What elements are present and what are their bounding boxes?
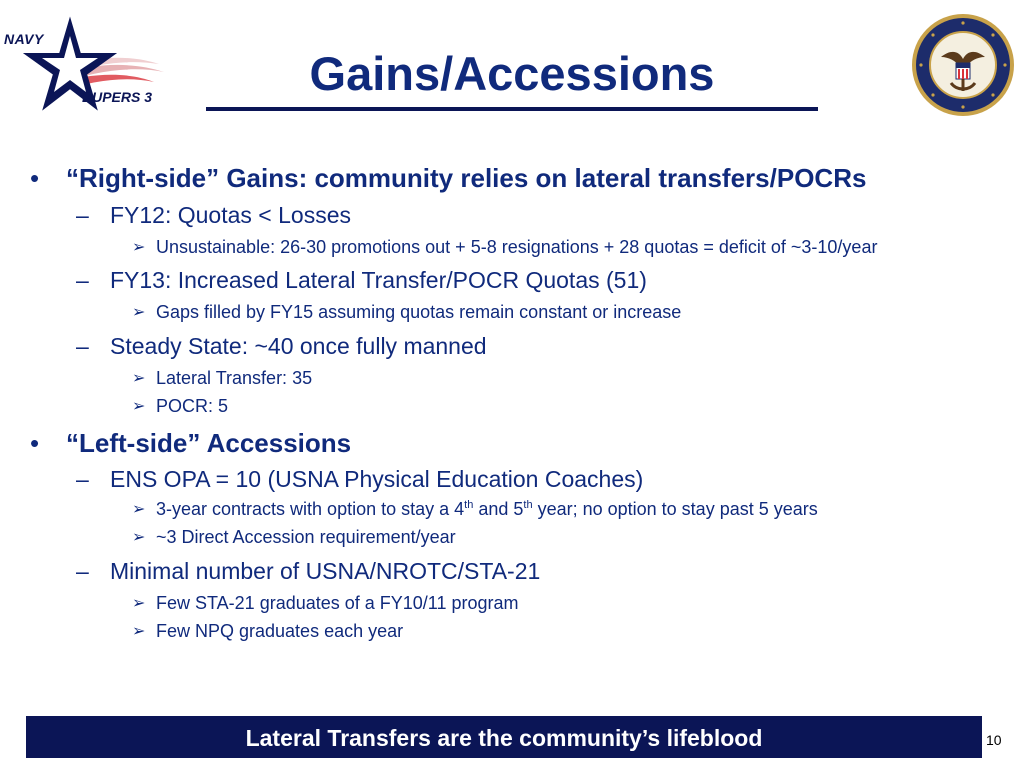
detail-gaps-filled bbox=[132, 302, 682, 323]
bullet-right-side-gains bbox=[30, 163, 867, 194]
bullet-left-side-accessions bbox=[30, 428, 352, 459]
subbullet-fy13 bbox=[76, 267, 647, 294]
subbullet-text: FY12: Quotas < Losses bbox=[110, 202, 351, 228]
bullet-text: “Right-side” Gains: community relies on lateral transfers/POCRs bbox=[66, 163, 867, 193]
arrow-bullet-icon: ➢ bbox=[132, 239, 146, 256]
detail-direct-accession bbox=[132, 527, 456, 548]
arrow-bullet-icon: ➢ bbox=[132, 370, 146, 387]
subbullet-text: Minimal number of USNA/NROTC/STA-21 bbox=[110, 558, 541, 584]
detail-text: Few NPQ graduates each year bbox=[156, 621, 404, 641]
dash-icon: – bbox=[76, 466, 89, 492]
arrow-bullet-icon: ➢ bbox=[132, 623, 146, 640]
detail-text: ~3 Direct Accession requirement/year bbox=[156, 527, 456, 547]
detail-text: Unsustainable: 26-30 promotions out + 5-8 resignations + 28 quotas = deficit of ~3-10/year bbox=[156, 237, 878, 257]
dash-icon: – bbox=[76, 333, 89, 359]
ordinal-suffix: th bbox=[464, 499, 474, 511]
detail-text-part: year; no option to stay past 5 years bbox=[532, 499, 818, 519]
detail-unsustainable bbox=[132, 237, 878, 258]
detail-lateral-transfer bbox=[132, 368, 313, 389]
arrow-bullet-icon: ➢ bbox=[132, 595, 146, 612]
detail-text-part: and 5 bbox=[473, 499, 524, 519]
bullet-dot-icon: • bbox=[30, 428, 40, 458]
detail-text: POCR: 5 bbox=[156, 396, 229, 416]
detail-text: Gaps filled by FY15 assuming quotas remain constant or increase bbox=[156, 302, 682, 322]
dash-icon: – bbox=[76, 202, 89, 228]
arrow-bullet-icon: ➢ bbox=[132, 529, 146, 546]
detail-sta21-graduates bbox=[132, 593, 519, 614]
page-number: 10 bbox=[986, 732, 1002, 748]
bullet-text: “Left-side” Accessions bbox=[66, 428, 352, 458]
detail-text: Few STA-21 graduates of a FY10/11 program bbox=[156, 593, 519, 613]
arrow-bullet-icon: ➢ bbox=[132, 501, 146, 518]
dash-icon: – bbox=[76, 558, 89, 584]
subbullet-ens-opa bbox=[76, 466, 644, 493]
ordinal-suffix: th bbox=[523, 499, 533, 511]
slide-title: Gains/Accessions bbox=[309, 47, 715, 100]
subbullet-fy12 bbox=[76, 202, 351, 229]
subbullet-text: FY13: Increased Lateral Transfer/POCR Quotas (51) bbox=[110, 267, 647, 293]
detail-text-part: 3-year contracts with option to stay a 4 bbox=[156, 499, 465, 519]
arrow-bullet-icon: ➢ bbox=[132, 398, 146, 415]
subbullet-text: ENS OPA = 10 (USNA Physical Education Coaches) bbox=[110, 466, 644, 492]
dash-icon: – bbox=[76, 267, 89, 293]
footer-banner: Lateral Transfers are the community’s lifeblood bbox=[26, 716, 982, 758]
detail-pocr bbox=[132, 396, 229, 417]
detail-text: Lateral Transfer: 35 bbox=[156, 368, 313, 388]
detail-text bbox=[156, 499, 818, 519]
detail-npq-graduates bbox=[132, 621, 404, 642]
arrow-bullet-icon: ➢ bbox=[132, 304, 146, 321]
bullet-dot-icon: • bbox=[30, 163, 40, 193]
subbullet-steady-state bbox=[76, 333, 487, 360]
subbullet-text: Steady State: ~40 once fully manned bbox=[110, 333, 487, 359]
detail-contracts bbox=[132, 499, 818, 520]
logo-navy-label: NAVY bbox=[4, 31, 44, 47]
logo-bupers-label: BUPERS 3 bbox=[82, 89, 153, 105]
subbullet-minimal-number bbox=[76, 558, 541, 585]
